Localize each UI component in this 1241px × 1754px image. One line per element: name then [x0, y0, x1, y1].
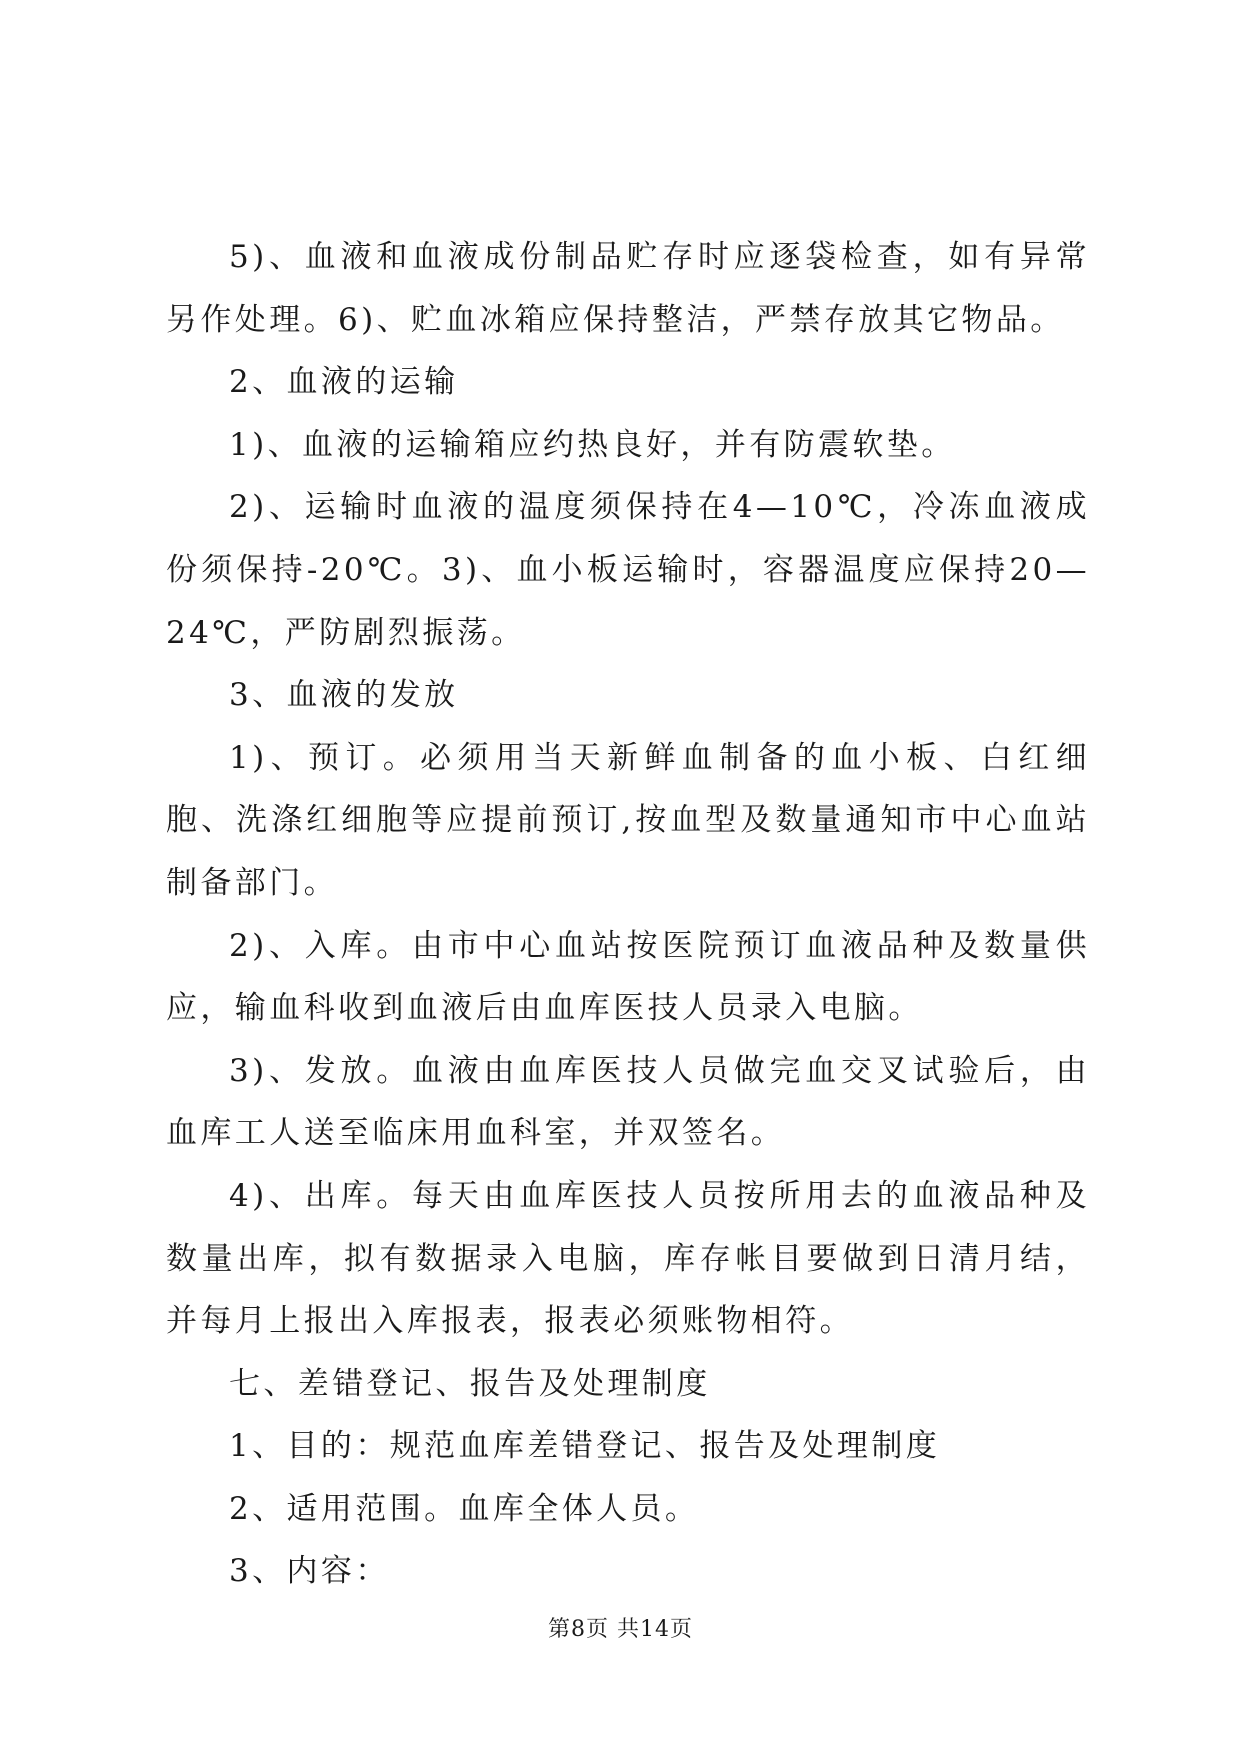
page-number-footer: 第8页 共14页 — [548, 1617, 693, 1642]
document-body — [166, 226, 1090, 1603]
paragraph-content: 3、内容： — [229, 1553, 390, 1590]
paragraph-transport-temperature: 2)、运输时血液的温度须保持在4—10℃，冷冻血液成份须保持-20℃。3)、血小板运输时，容器温度应保持20—24℃，严防剧烈振荡。 — [166, 489, 1090, 651]
paragraph-reservation: 1)、预订。必须用当天新鲜血制备的血小板、白红细胞、洗涤红细胞等应提前预订,按血型及数量通知市中心血站制备部门。 — [166, 739, 1090, 901]
paragraph-scope: 2、适用范围。血库全体人员。 — [229, 1490, 700, 1527]
heading-blood-transport: 2、血液的运输 — [229, 364, 459, 401]
paragraph-transport-box: 1)、血液的运输箱应约热良好，并有防震软垫。 — [229, 426, 956, 463]
paragraph-storage-check: 5)、血液和血液成份制品贮存时应逐袋检查，如有异常另作处理。6)、贮血冰箱应保持整洁，严禁存放其它物品。 — [166, 239, 1090, 338]
paragraph-stock-in: 2)、入库。由市中心血站按医院预订血液品种及数量供应，输血科收到血液后由血库医技人员录入电脑。 — [166, 927, 1090, 1027]
paragraph-purpose: 1、目的：规范血库差错登记、报告及处理制度 — [229, 1428, 941, 1465]
heading-blood-issue: 3、血液的发放 — [229, 677, 459, 714]
heading-error-registration: 七、差错登记、报告及处理制度 — [229, 1365, 711, 1402]
paragraph-stock-out: 4)、出库。每天由血库医技人员按所用去的血液品种及数量出库，拟有数据录入电脑，库存帐目要做到日清月结，并每月上报出入库报表，报表必须账物相符。 — [166, 1177, 1090, 1340]
paragraph-issue: 3)、发放。血液由血库医技人员做完血交叉试验后，由血库工人送至临床用血科室，并双签名。 — [166, 1052, 1090, 1152]
